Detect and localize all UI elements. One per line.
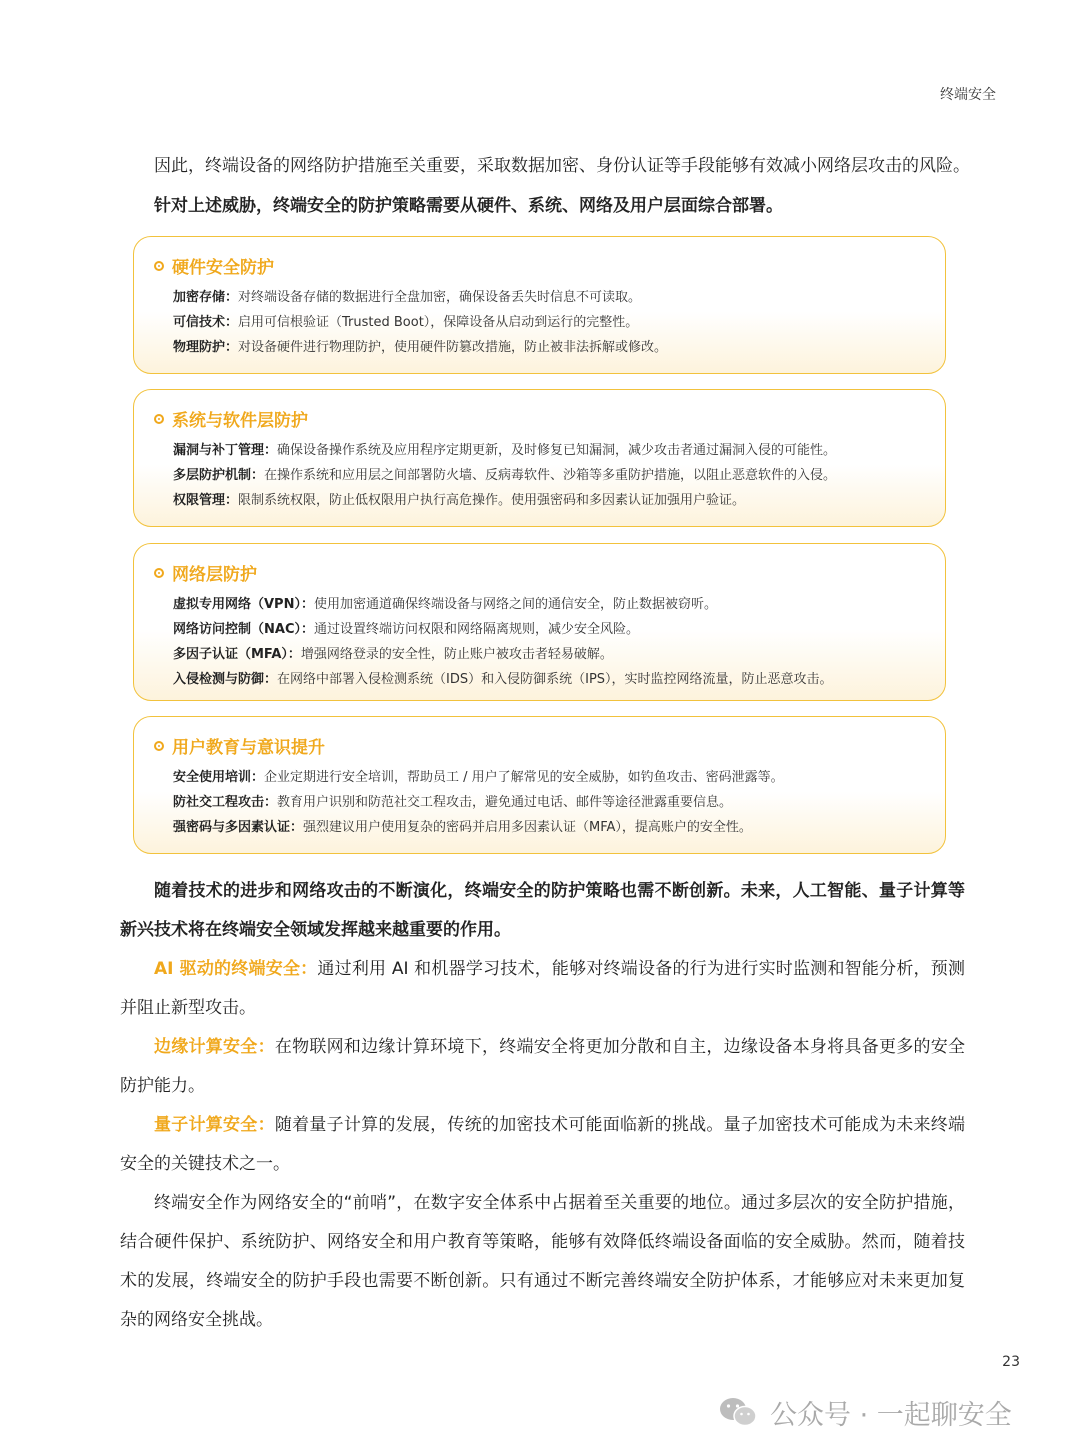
list-item — [173, 790, 925, 815]
body-paragraph-3 — [120, 1028, 965, 1106]
list-item — [173, 463, 925, 488]
item-label: 物理防护： — [173, 340, 239, 355]
section-title-text: 硬件安全防护 — [172, 258, 274, 278]
section-title-text: 网络层防护 — [172, 565, 257, 585]
item-text: 教育用户识别和防范社交工程攻击，避免通过电话、邮件等途径泄露重要信息。 — [277, 795, 733, 810]
list-item — [173, 765, 925, 790]
page-number: 23 — [1002, 1354, 1020, 1370]
list-item — [173, 310, 925, 335]
list-item — [173, 815, 925, 840]
section-items — [173, 285, 925, 360]
section-title-text: 系统与软件层防护 — [172, 411, 308, 431]
keyword: AI 驱动的终端安全： — [154, 959, 318, 979]
paragraph-text: 在物联网和边缘计算环境下，终端安全将更加分散和自主，边缘设备本身将具备更多的安全防护能力。 — [120, 1037, 966, 1096]
item-text: 使用加密通道确保终端设备与网络之间的通信安全，防止数据被窃听。 — [313, 597, 717, 612]
intro-line-2: 针对上述威胁，终端安全的防护策略需要从硬件、系统、网络及用户层面综合部署。 — [154, 196, 783, 216]
section-items — [173, 765, 925, 840]
item-label: 多层防护机制： — [173, 468, 265, 483]
body-paragraph-1: 随着技术的进步和网络攻击的不断演化，终端安全的防护策略也需不断创新。未来，人工智能、量子计算等新兴技术将在终端安全领域发挥越来越重要的作用。 — [120, 881, 965, 940]
list-item — [173, 285, 925, 310]
intro-line-1: 因此，终端设备的网络防护措施至关重要，采取数据加密、身份认证等手段能够有效减小网络层攻击的风险。 — [154, 156, 970, 176]
list-item — [173, 592, 925, 617]
item-text: 限制系统权限，防止低权限用户执行高危操作。使用强密码和多因素认证加强用户验证。 — [238, 493, 746, 508]
item-label: 网络访问控制（NAC）： — [173, 622, 314, 637]
body-paragraph-2 — [120, 950, 965, 1028]
item-label: 加密存储： — [173, 290, 239, 305]
paragraph-text: 通过利用 AI 和机器学习技术，能够对终端设备的行为进行实时监测和智能分析，预测并阻止新型攻击。 — [120, 959, 965, 1018]
section-title — [154, 560, 257, 585]
list-item — [173, 667, 925, 692]
item-label: 防社交工程攻击： — [173, 795, 278, 810]
bullet-icon — [154, 568, 164, 578]
item-label: 强密码与多因素认证： — [173, 820, 304, 835]
item-text: 对设备硬件进行物理防护，使用硬件防篡改措施，防止被非法拆解或修改。 — [238, 340, 668, 355]
section-items — [173, 438, 925, 513]
item-label: 安全使用培训： — [173, 770, 265, 785]
section-box-network — [133, 543, 946, 701]
bullet-icon — [154, 741, 164, 751]
list-item — [173, 335, 925, 360]
body-paragraph-5: 终端安全作为网络安全的“前哨”，在数字安全体系中占据着至关重要的地位。通过多层次的安全防护措施，结合硬件保护、系统防护、网络安全和用户教育等策略，能够有效降低终端设备面临的安全威胁。然而，随着技术的发展，终端安全的防护手段也需要不断创新。只有通过不断完善终端安全防护体系，才能够应对未来更加复杂的网络安全挑战。 — [120, 1193, 965, 1330]
wechat-icon — [718, 1395, 758, 1429]
section-title — [154, 406, 308, 431]
item-text: 确保设备操作系统及应用程序定期更新，及时修复已知漏洞，减少攻击者通过漏洞入侵的可能性。 — [277, 443, 837, 458]
paragraph-text: 随着量子计算的发展，传统的加密技术可能面临新的挑战。量子加密技术可能成为未来终端安全的关键技术之一。 — [120, 1115, 966, 1174]
item-text: 启用可信根验证（Trusted Boot），保障设备从启动到运行的完整性。 — [238, 315, 639, 330]
item-text: 通过设置终端访问权限和网络隔离规则，减少安全风险。 — [313, 622, 639, 637]
section-title — [154, 253, 274, 278]
item-label: 漏洞与补丁管理： — [173, 443, 278, 458]
section-items — [173, 592, 925, 692]
item-label: 权限管理： — [173, 493, 239, 508]
keyword: 边缘计算安全： — [154, 1037, 275, 1057]
section-title-text: 用户教育与意识提升 — [172, 738, 325, 758]
item-text: 在操作系统和应用层之间部署防火墙、反病毒软件、沙箱等多重防护措施，以阻止恶意软件的入侵。 — [264, 468, 837, 483]
watermark — [718, 1390, 1012, 1434]
bullet-icon — [154, 414, 164, 424]
section-box-system — [133, 389, 946, 527]
keyword: 量子计算安全： — [154, 1115, 275, 1135]
body-paragraph-4 — [120, 1106, 965, 1184]
list-item — [173, 617, 925, 642]
list-item — [173, 438, 925, 463]
item-label: 虚拟专用网络（VPN）： — [173, 597, 314, 612]
item-text: 在网络中部署入侵检测系统（IDS）和入侵防御系统（IPS），实时监控网络流量，防止恶意攻击。 — [277, 672, 833, 687]
section-title — [154, 733, 325, 758]
bullet-icon — [154, 261, 164, 271]
watermark-text: 公众号 · 一起聊安全 — [770, 1399, 1012, 1431]
item-label: 入侵检测与防御： — [173, 672, 278, 687]
item-text: 增强网络登录的安全性，防止账户被攻击者轻易破解。 — [300, 647, 613, 662]
section-box-user-education — [133, 716, 946, 854]
item-text: 对终端设备存储的数据进行全盘加密，确保设备丢失时信息不可读取。 — [238, 290, 642, 305]
item-text: 强烈建议用户使用复杂的密码并启用多因素认证（MFA），提高账户的安全性。 — [303, 820, 752, 835]
item-label: 可信技术： — [173, 315, 239, 330]
item-text: 企业定期进行安全培训，帮助员工 / 用户了解常见的安全威胁，如钓鱼攻击、密码泄露等。 — [264, 770, 784, 785]
list-item — [173, 642, 925, 667]
section-box-hardware — [133, 236, 946, 374]
list-item — [173, 488, 925, 513]
page-header-title: 终端安全 — [940, 87, 996, 103]
item-label: 多因子认证（MFA）： — [173, 647, 301, 662]
